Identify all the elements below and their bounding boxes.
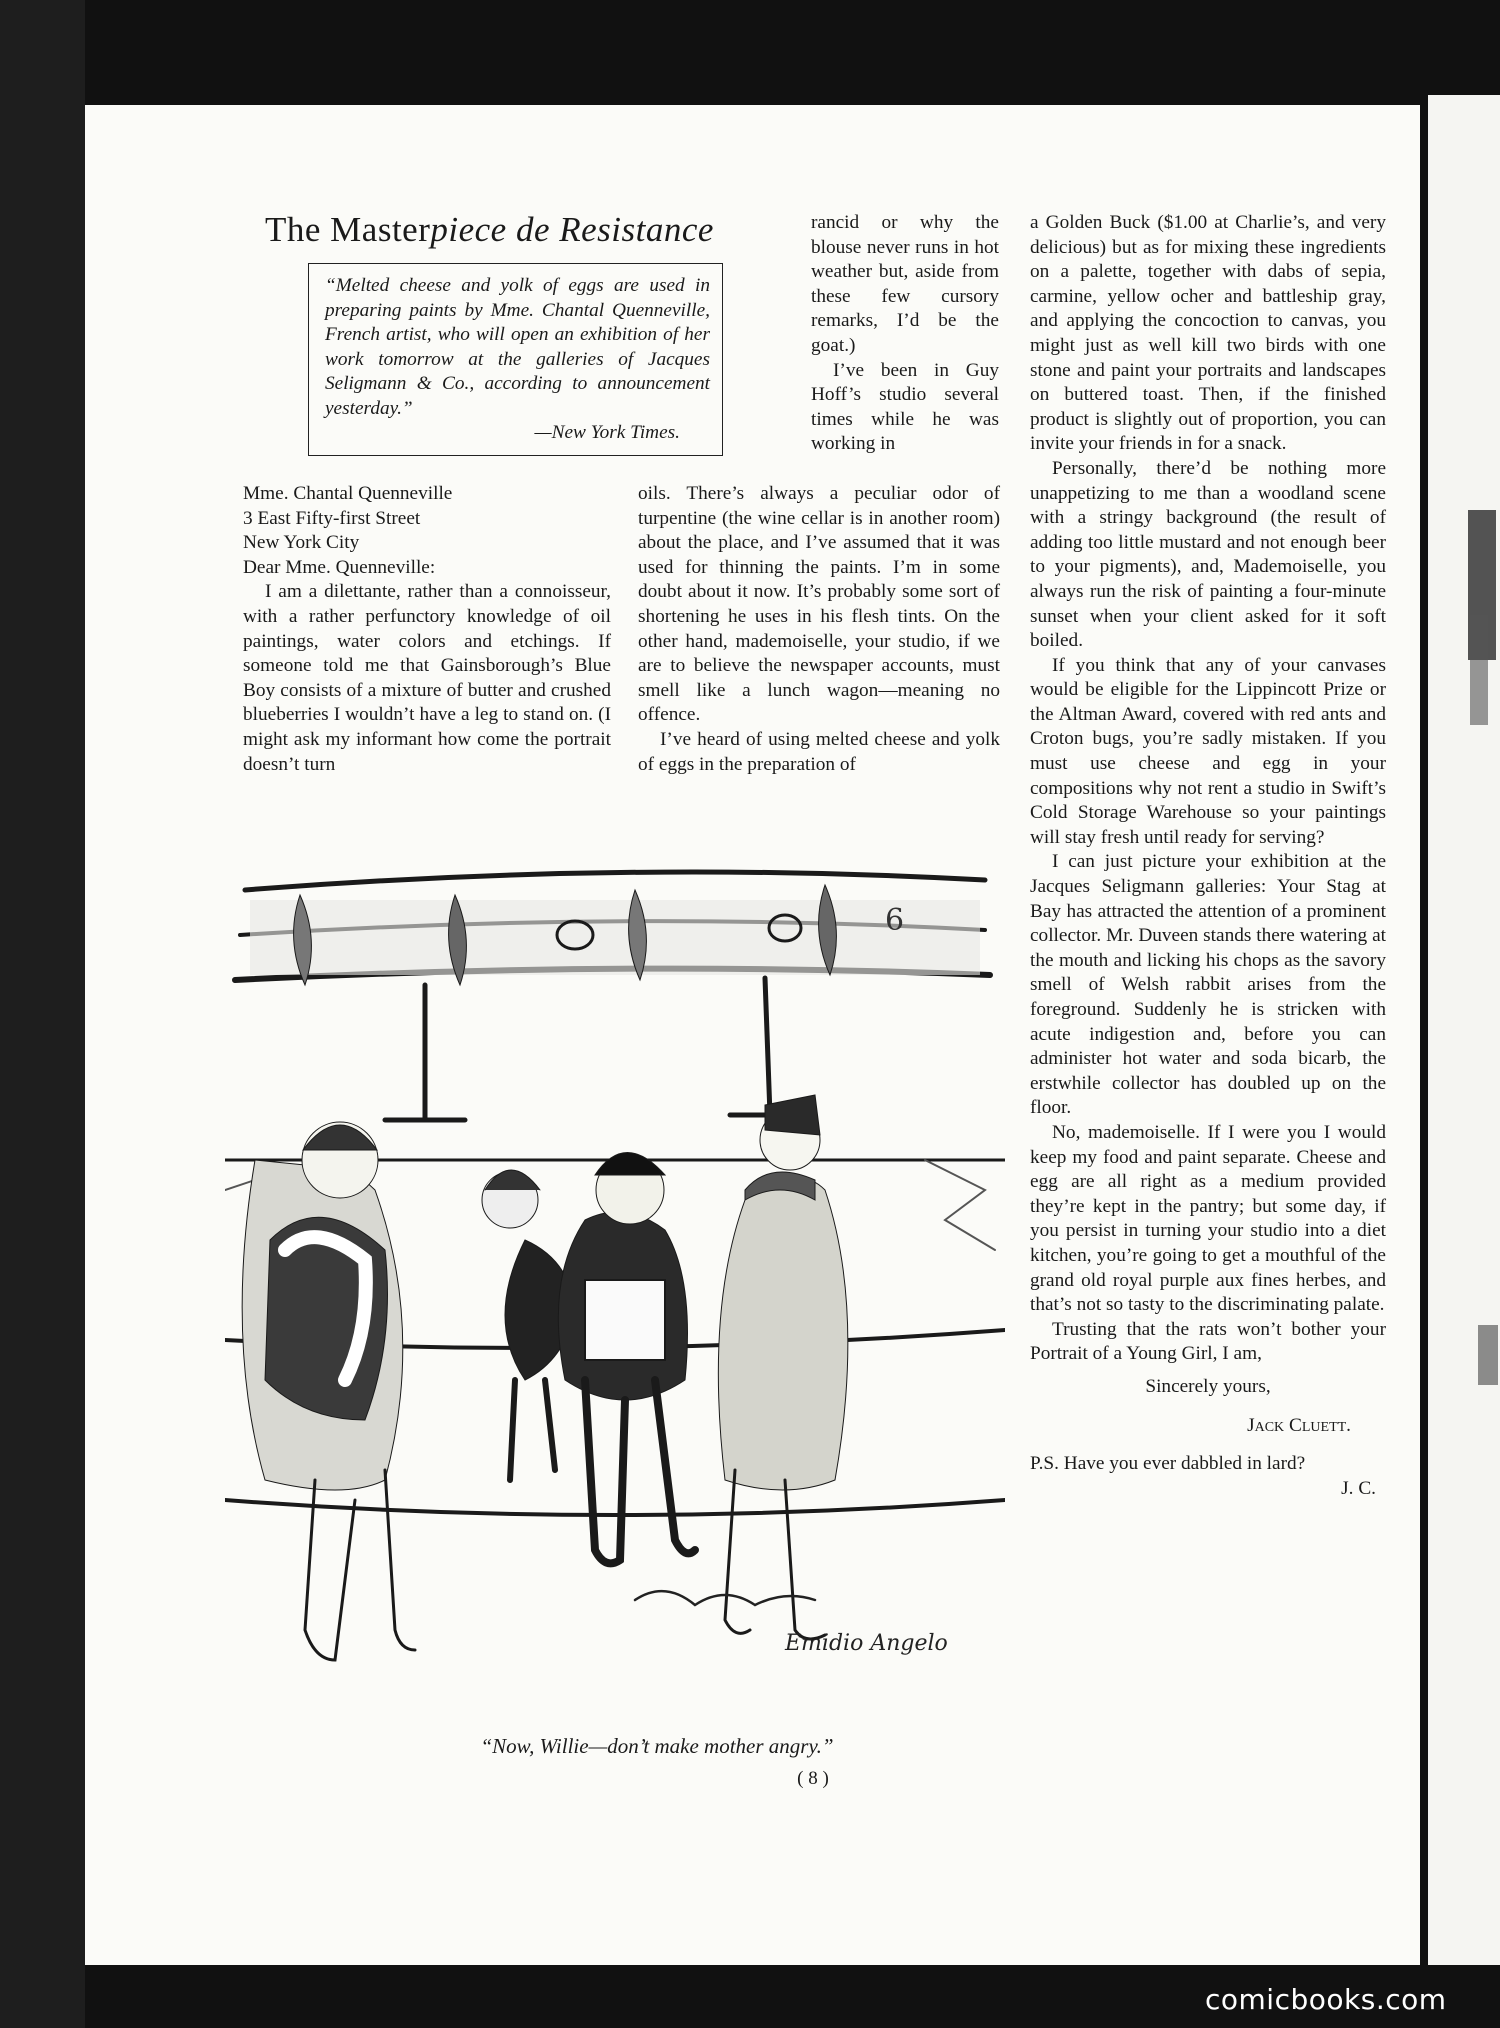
paragraph: Personally, there’d be nothing more unappetizing to me than a woodland scene with a stringy background (the result of adding too little mustard and not enough beer to your pigments), and, Mademoiselle, you always run the risk of painting a four-minute sunset when your client asked for it soft boiled.	[1030, 457, 1386, 652]
column-2	[638, 482, 1000, 777]
postscript: P.S. Have you ever dabbled in lard?	[1030, 1453, 1306, 1475]
car-number: 6	[885, 903, 905, 938]
closing: Sincerely yours,	[1145, 1375, 1271, 1397]
cartoon-caption: “Now, Willie—don’t make mother angry.”	[480, 1734, 834, 1758]
epigraph-box	[308, 263, 723, 456]
address-line: 3 East Fifty-first Street	[243, 507, 421, 529]
salutation: Dear Mme. Quenneville:	[243, 556, 436, 578]
adjacent-page-edge	[1428, 95, 1500, 1965]
paragraph: I’ve been in Guy Hoff’s studio several times while he was working in	[811, 359, 999, 455]
column-1	[243, 482, 611, 777]
epigraph-source: —New York Times.	[534, 422, 680, 443]
author-signature: Jack Cluett.	[1247, 1414, 1351, 1436]
postscript-initials: J. C.	[1341, 1477, 1376, 1499]
cartoon-illustration	[225, 860, 1005, 1680]
page-number: ( 8 )	[797, 1768, 829, 1789]
scan-background-left	[0, 0, 85, 2028]
address-line: Mme. Chantal Quenneville	[243, 483, 453, 504]
paragraph-continuation: oils. There’s always a peculiar odor of turpentine (the wine cellar is in another room) about the place, and I’ve assumed that it was used for thinning the paints. I’m in some doubt about it now. It’s probably some sort of shortening he uses in his flesh tints. On the other hand, mademoiselle, your studio, if we are to believe the newspaper accounts, must smell like a lunch wagon—meaning no offence.	[638, 483, 1000, 726]
paragraph-continuation: a Golden Buck ($1.00 at Charlie’s, and very delicious) but as for mixing these ingredients on a palette, together with dabs of sepia, carmine, yellow ocher and battleship gray, and applying the concoction to canvas, you might just as well kill two birds with one stone and paint your portraits and landscapes on buttered toast. Then, if the finished product is slightly out of proportion, you can invite your friends in for a snack.	[1030, 212, 1386, 455]
paragraph: Trusting that the rats won’t bother your Portrait of a Young Girl, I am,	[1030, 1318, 1386, 1365]
paragraph: I can just picture your exhibition at the Jacques Seligmann galleries: Your Stag at Bay has attracted the attention of a prominent collector. Mr. Duveen stands there watering at the mouth and licking his chops as the savory smell of Welsh rabbit arises from the foreground. Suddenly he is stricken with acute indigestion and, before you can administer hot water and soda bicarb, the erstwhile collector has doubled up on the floor.	[1030, 851, 1386, 1119]
address-line: New York City	[243, 532, 360, 554]
watermark: comicbooks.com	[1205, 1983, 1447, 2016]
paragraph-continuation: rancid or why the blouse never runs in hot weather but, aside from these few cursory remarks, I’d be the goat.)	[811, 212, 999, 356]
paragraph: I’ve heard of using melted cheese and yolk of eggs in the preparation of	[638, 728, 1000, 775]
epigraph-text: “Melted cheese and yolk of eggs are used in preparing paints by Mme. Chantal Quenneville, French artist, who will open an exhibition of her work tomorrow at the galleries of Jacques Seligmann & Co., according to announcement yesterday.”	[325, 275, 710, 419]
paragraph: No, mademoiselle. If I were you I would keep my food and paint separate. Cheese and egg are all right as a medium provided they’re kept in the pantry; but some day, if you persist in turning your studio into a diet kitchen, you’re going to get a mouthful of the grand old royal purple aux fines herbes, and that’s not so tasty to the discriminating palate.	[1030, 1121, 1386, 1316]
paragraph: If you think that any of your canvases would be eligible for the Lippincott Prize or the Altman Award, covered with red ants and Croton bugs, you’re sadly mistaken. If you must use cheese and egg in your compositions why not rent a studio in Swift’s Cold Storage Warehouse so your paintings will stay fresh until ready for serving?	[1030, 654, 1386, 848]
article-title: The Masterpiece de Resistance	[265, 210, 714, 249]
artist-signature: Emidio Angelo	[785, 1631, 948, 1656]
column-3	[1030, 211, 1386, 1501]
column-2-top	[811, 211, 999, 457]
paragraph: I am a dilettante, rather than a connoisseur, with a rather perfunctory knowledge of oil paintings, water colors and etchings. If someone told me that Gainsborough’s Blue Boy consists of a mixture of butter and crushed blueberries I wouldn’t have a leg to stand on. (I might ask my informant how come the portrait doesn’t turn	[243, 581, 611, 775]
